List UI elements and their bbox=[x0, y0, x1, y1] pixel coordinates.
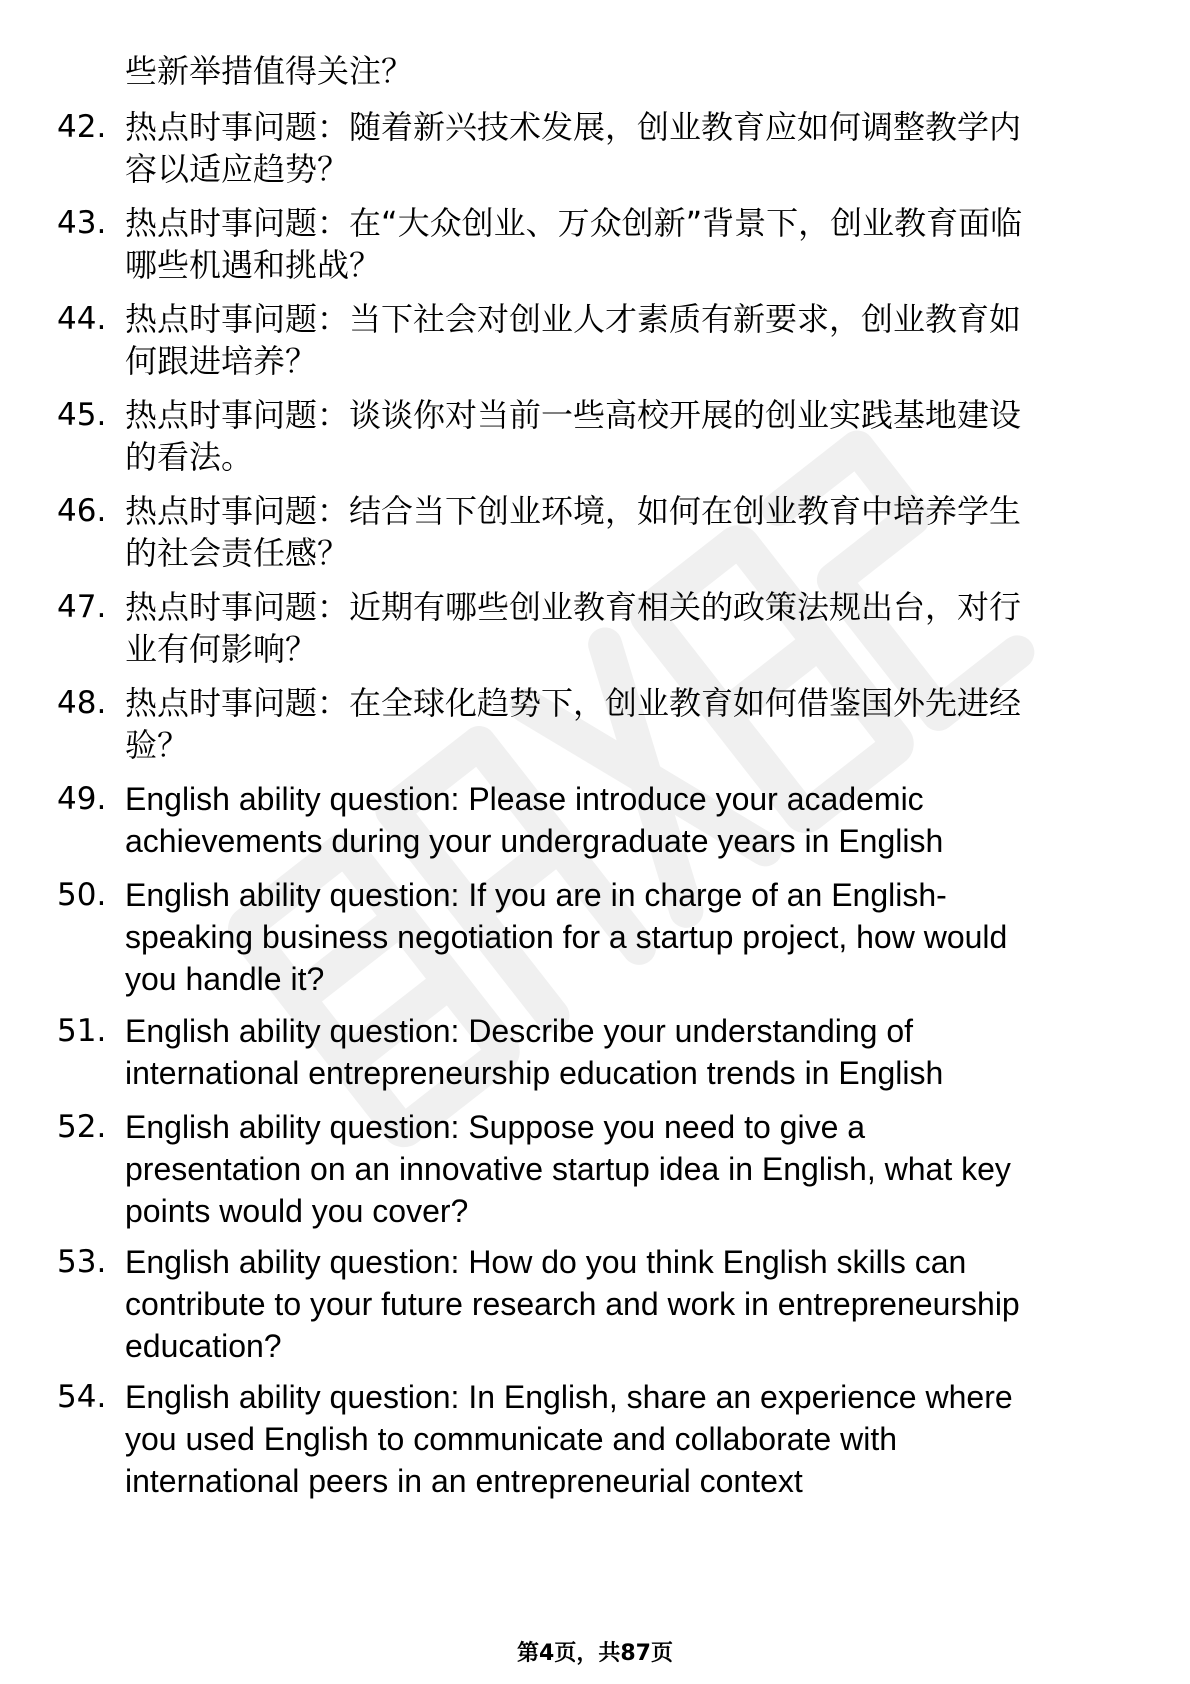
question-text-line: English ability question: Please introduce your academic bbox=[125, 781, 924, 817]
question-text bbox=[125, 298, 1135, 382]
question-text bbox=[125, 1010, 1135, 1094]
question-number: 46. bbox=[57, 493, 107, 529]
question-text-line: achievements during your undergraduate years in English bbox=[125, 823, 944, 859]
question-text-line: 验？ bbox=[125, 726, 190, 764]
question-text-line: points would you cover? bbox=[125, 1193, 469, 1229]
page-footer: 第4页，共87页 bbox=[517, 1641, 673, 1666]
question-text-line: international peers in an entrepreneurial context bbox=[125, 1463, 803, 1499]
question-text bbox=[125, 1241, 1135, 1367]
question-text-line: you handle it? bbox=[125, 961, 325, 997]
question-text bbox=[125, 202, 1135, 286]
question-text bbox=[125, 778, 1135, 862]
question-number: 42. bbox=[57, 109, 107, 145]
question-text-line: contribute to your future research and work in entrepreneurship bbox=[125, 1286, 1020, 1322]
question-number: 48. bbox=[57, 685, 107, 721]
question-text bbox=[125, 490, 1135, 574]
question-number: 49. bbox=[57, 781, 107, 817]
question-text bbox=[125, 874, 1135, 1000]
question-number: 44. bbox=[57, 301, 107, 337]
question-number: 47. bbox=[57, 589, 107, 625]
question-text-line: 容以适应趋势？ bbox=[125, 150, 350, 188]
question-text bbox=[125, 394, 1135, 478]
question-text bbox=[125, 1376, 1135, 1502]
question-text-line: English ability question: Describe your understanding of bbox=[125, 1013, 914, 1049]
question-text bbox=[125, 1106, 1135, 1232]
question-text-line: education? bbox=[125, 1328, 282, 1364]
question-text bbox=[125, 586, 1135, 670]
question-text bbox=[125, 106, 1135, 190]
question-number: 50. bbox=[57, 877, 107, 913]
question-number: 53. bbox=[57, 1244, 107, 1280]
question-text-line: international entrepreneurship education trends in English bbox=[125, 1055, 944, 1091]
question-text-line: English ability question: If you are in charge of an English- bbox=[125, 877, 947, 913]
question-text-line: you used English to communicate and collaborate with bbox=[125, 1421, 897, 1457]
question-text-line: English ability question: In English, share an experience where bbox=[125, 1379, 1013, 1415]
question-text-line: presentation on an innovative startup idea in English, what key bbox=[125, 1151, 1011, 1187]
question-number: 43. bbox=[57, 205, 107, 241]
question-number: 51. bbox=[57, 1013, 107, 1049]
question-text-line: 热点时事问题：在全球化趋势下，创业教育如何借鉴国外先进经 bbox=[125, 684, 1022, 722]
question-text-line: 热点时事问题：结合当下创业环境，如何在创业教育中培养学生 bbox=[125, 492, 1022, 530]
question-text-line: 热点时事问题：在“大众创业、万众创新”背景下，创业教育面临 bbox=[125, 204, 1023, 242]
question-text-line: 何跟进培养？ bbox=[125, 342, 318, 380]
question-text-line: 热点时事问题：当下社会对创业人才素质有新要求，创业教育如 bbox=[125, 300, 1022, 338]
question-number: 54. bbox=[57, 1379, 107, 1415]
question-text-line: 哪些机遇和挑战？ bbox=[125, 246, 382, 284]
question-text-line: 的社会责任感？ bbox=[125, 534, 350, 572]
continued-question-line: 些新举措值得关注？ bbox=[125, 52, 414, 90]
question-number: 52. bbox=[57, 1109, 107, 1145]
question-number: 45. bbox=[57, 397, 107, 433]
question-text-line: 的看法。 bbox=[125, 438, 254, 476]
question-text-line: 热点时事问题：近期有哪些创业教育相关的政策法规出台，对行 bbox=[125, 588, 1022, 626]
question-text-line: 热点时事问题：随着新兴技术发展，创业教育应如何调整教学内 bbox=[125, 108, 1022, 146]
question-text-line: 业有何影响？ bbox=[125, 630, 318, 668]
question-text bbox=[125, 682, 1135, 766]
question-text-line: English ability question: Suppose you need to give a bbox=[125, 1109, 866, 1145]
question-text-line: 热点时事问题：谈谈你对当前一些高校开展的创业实践基地建设 bbox=[125, 396, 1022, 434]
question-text-line: English ability question: How do you think English skills can bbox=[125, 1244, 967, 1280]
question-text-line: speaking business negotiation for a startup project, how would bbox=[125, 919, 1008, 955]
